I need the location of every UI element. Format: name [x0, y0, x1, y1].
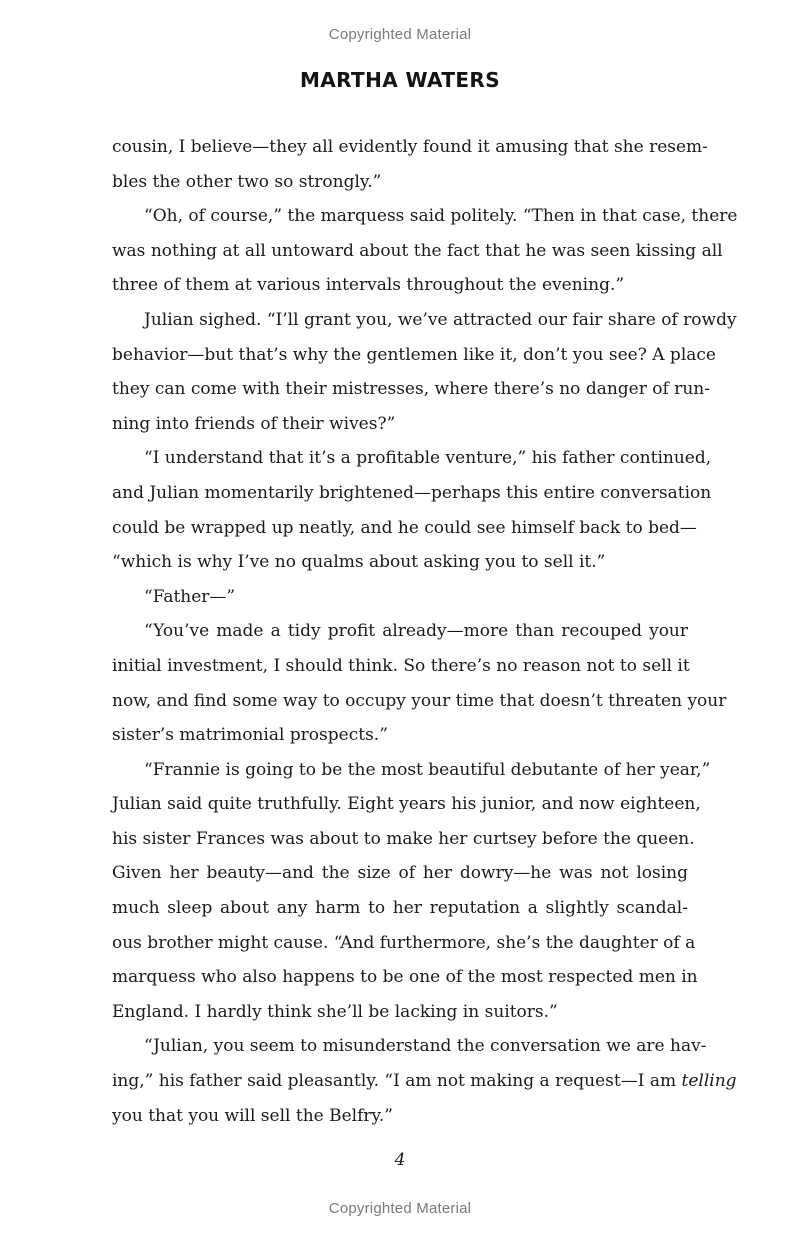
text-line: you that you will sell the Belfry.” [112, 1105, 393, 1126]
text-line: much sleep about any harm to her reputation a slightly scandal- [112, 898, 688, 919]
text-line: cousin, I believe—they all evidently found it amusing that she resem- [112, 137, 708, 157]
text-segment: ing,” his father said pleasantly. “I am not making a request—I am [112, 1071, 682, 1092]
page-number: 4 [394, 1150, 406, 1170]
copyright-watermark-top: Copyrighted Material [328, 26, 472, 43]
text-line: they can come with their mistresses, where there’s no danger of run- [112, 379, 710, 400]
page-body-text [112, 130, 738, 1133]
text-line: ous brother might cause. “And furthermore, she’s the daughter of a [112, 932, 696, 953]
text-line: “Frannie is going to be the most beautiful debutante of her year,” [144, 759, 711, 780]
text-line-with-emphasis [112, 1064, 737, 1099]
text-line: Julian sighed. “I’ll grant you, we’ve attracted our fair share of rowdy [144, 309, 737, 330]
emphasized-word: telling [681, 1071, 737, 1092]
text-line: three of them at various intervals throughout the evening.” [112, 275, 625, 296]
text-line: now, and find some way to occupy your time that doesn’t threaten your [112, 690, 727, 711]
text-line: “Father—” [144, 586, 236, 607]
text-line: behavior—but that’s why the gentlemen like it, don’t you see? A place [112, 344, 716, 365]
text-line: “I understand that it’s a profitable venture,” his father continued, [144, 448, 712, 469]
text-line: could be wrapped up neatly, and he could see himself back to bed— [112, 517, 697, 538]
text-line: “Oh, of course,” the marquess said politely. “Then in that case, there [144, 206, 738, 227]
text-line: his sister Frances was about to make her curtsey before the queen. [112, 828, 695, 849]
copyright-watermark-bottom: Copyrighted Material [328, 1200, 472, 1217]
text-line: ning into friends of their wives?” [112, 413, 396, 434]
text-line: sister’s matrimonial prospects.” [112, 725, 388, 746]
text-line: marquess who also happens to be one of the most respected men in [112, 967, 698, 988]
text-line: Given her beauty—and the size of her dowry—he was not losing [112, 863, 688, 884]
text-line: England. I hardly think she’ll be lacking in suitors.” [112, 1001, 558, 1022]
text-line: “Julian, you seem to misunderstand the conversation we are hav- [144, 1036, 707, 1057]
text-line: “You’ve made a tidy profit already—more than recouped your [144, 621, 688, 642]
text-line: bles the other two so strongly.” [112, 171, 382, 192]
text-line: “which is why I’ve no qualms about asking you to sell it.” [112, 552, 606, 573]
running-head-author: MARTHA WATERS [299, 68, 501, 92]
text-line: initial investment, I should think. So there’s no reason not to sell it [112, 655, 690, 676]
text-line: Julian said quite truthfully. Eight years his junior, and now eighteen, [112, 794, 701, 815]
text-line: and Julian momentarily brightened—perhaps this entire conversation [112, 482, 712, 503]
text-line: was nothing at all untoward about the fact that he was seen kissing all [112, 240, 723, 261]
